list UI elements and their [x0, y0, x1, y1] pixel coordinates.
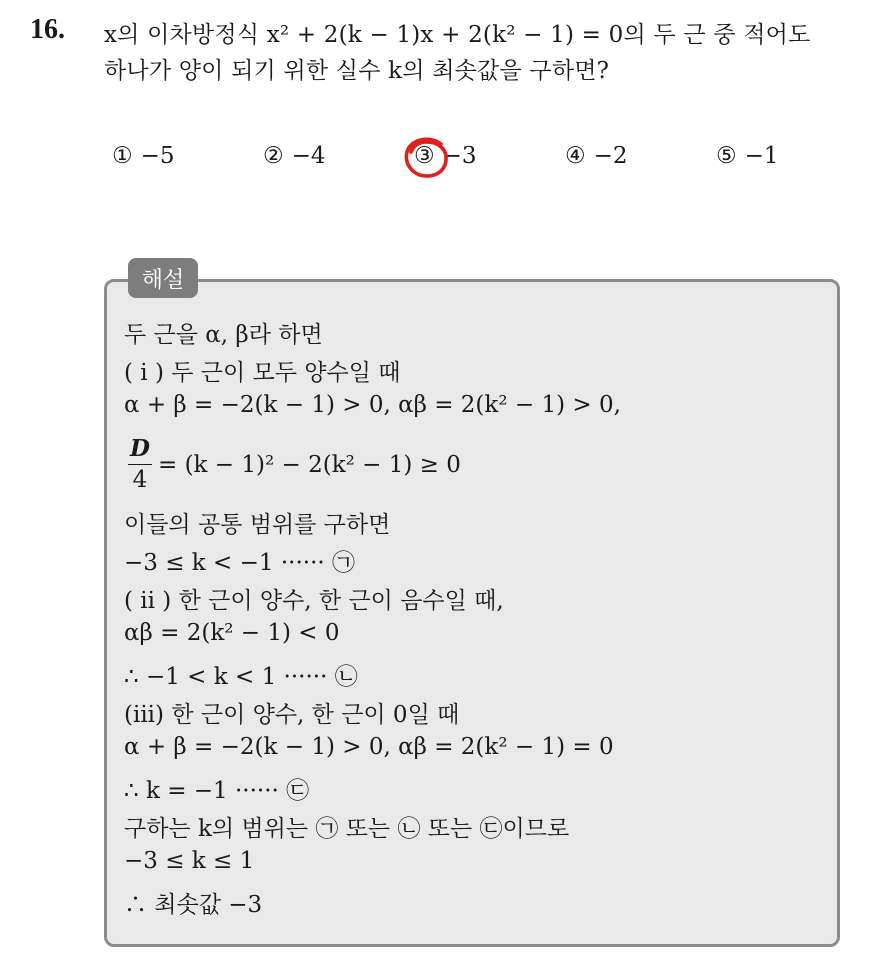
solution-line: ∴ 최솟값 −3: [124, 892, 263, 918]
solution-line: ∴ k = −1 ······ ㉢: [124, 778, 310, 804]
choice-1-number: ①: [112, 143, 133, 169]
choice-2-number: ②: [263, 143, 284, 169]
fraction-d-over-4: [128, 436, 152, 493]
problem-statement-line-1: x의 이차방정식 x² + 2(k − 1)x + 2(k² − 1) = 0의 두 근 중 적어도: [104, 22, 811, 48]
choice-1[interactable]: [112, 143, 175, 169]
choice-5-value: −1: [744, 143, 779, 169]
fraction-denominator: 4: [132, 467, 148, 493]
choice-4-value: −2: [593, 143, 628, 169]
solution-line: (iii) 한 근이 양수, 한 근이 0일 때: [124, 702, 460, 728]
problem-statement-line-2: 하나가 양이 되기 위한 실수 k의 최솟값을 구하면?: [104, 58, 610, 84]
problem-number: 16.: [30, 14, 65, 45]
choice-4-number: ④: [565, 143, 586, 169]
solution-line: α + β = −2(k − 1) > 0, αβ = 2(k² − 1) > 0,: [124, 392, 621, 418]
solution-line: −3 ≤ k ≤ 1: [124, 848, 255, 874]
choice-3-number: ③: [414, 143, 435, 169]
fraction-bar: [128, 464, 152, 465]
solution-line: 구하는 k의 범위는 ㉠ 또는 ㉡ 또는 ㉢이므로: [124, 816, 570, 842]
solution-line: −3 ≤ k < −1 ······ ㉠: [124, 550, 356, 576]
solution-line: ( i ) 두 근이 모두 양수일 때: [124, 360, 401, 386]
solution-line: 두 근을 α, β라 하면: [124, 322, 323, 348]
choice-5-number: ⑤: [716, 143, 737, 169]
choice-5[interactable]: [716, 143, 779, 169]
choice-2[interactable]: [263, 143, 326, 169]
choice-2-value: −4: [291, 143, 326, 169]
choice-4[interactable]: [565, 143, 628, 169]
solution-tab: 해설: [128, 258, 198, 298]
solution-line: 이들의 공통 범위를 구하면: [124, 512, 391, 538]
fraction-numerator: D: [130, 435, 150, 462]
solution-line: ∴ −1 < k < 1 ······ ㉡: [124, 664, 358, 690]
discriminant-inequality: = (k − 1)² − 2(k² − 1) ≥ 0: [158, 452, 461, 478]
choice-3-value: −3: [442, 143, 477, 169]
solution-line: α + β = −2(k − 1) > 0, αβ = 2(k² − 1) = 0: [124, 734, 614, 760]
answer-circle-mark: [401, 134, 453, 182]
solution-line: αβ = 2(k² − 1) < 0: [124, 620, 340, 646]
choice-1-value: −5: [140, 143, 175, 169]
solution-line: ( ii ) 한 근이 양수, 한 근이 음수일 때,: [124, 588, 504, 614]
